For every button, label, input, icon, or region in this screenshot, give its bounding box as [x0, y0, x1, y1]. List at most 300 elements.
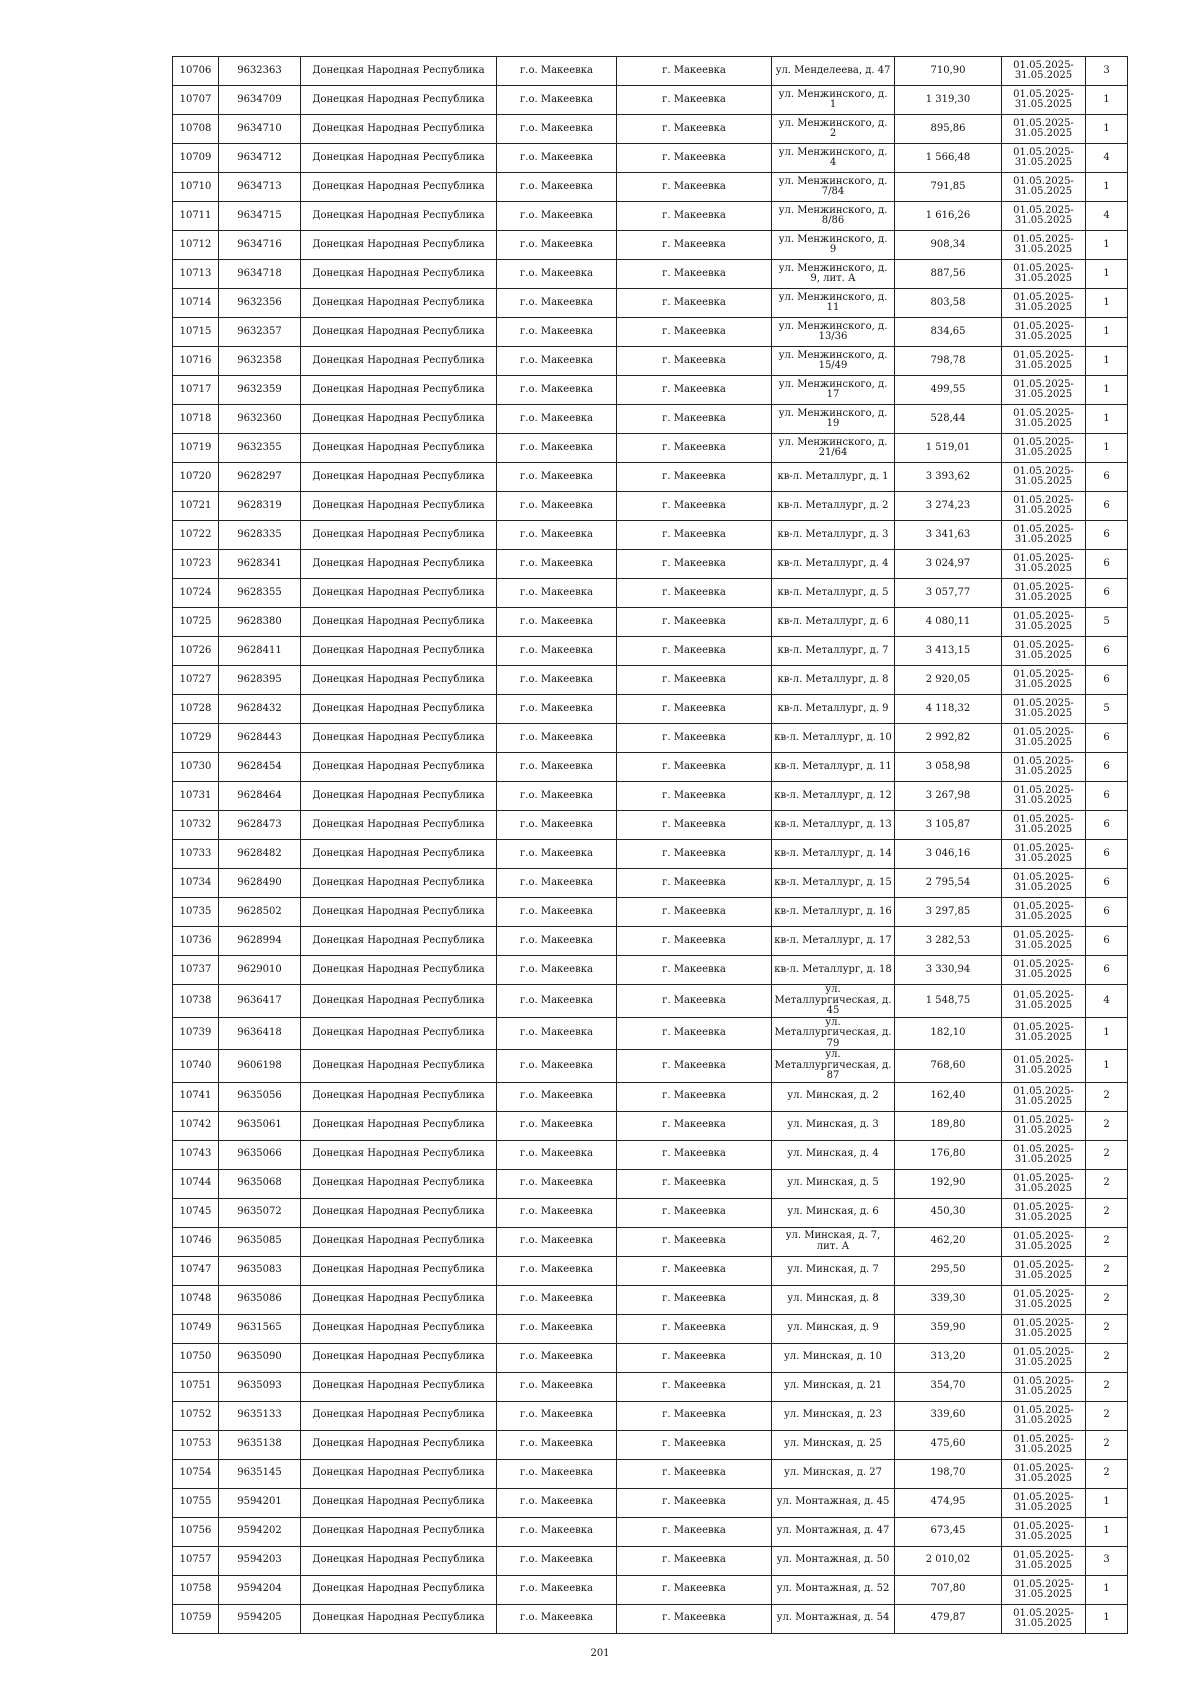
period-cell: 01.05.2025- 31.05.2025: [1002, 1256, 1086, 1285]
address-cell: ул. Менжинского, д. 17: [772, 376, 895, 405]
table-row: [173, 289, 1128, 318]
num-cell: 10714: [173, 289, 219, 318]
municipality-cell: г.о. Макеевка: [497, 463, 617, 492]
subject-cell: Донецкая Народная Республика: [301, 1459, 497, 1488]
address-cell: ул. Минская, д. 8: [772, 1285, 895, 1314]
num-cell: 10744: [173, 1169, 219, 1198]
num-cell: 10718: [173, 405, 219, 434]
registry-rows: [173, 57, 1128, 1634]
locality-cell: г. Макеевка: [617, 492, 772, 521]
num-cell: 10758: [173, 1575, 219, 1604]
period-cell: 01.05.2025- 31.05.2025: [1002, 985, 1086, 1018]
subject-cell: Донецкая Народная Республика: [301, 695, 497, 724]
municipality-cell: г.о. Макеевка: [497, 434, 617, 463]
area-cell: 4 080,11: [895, 608, 1002, 637]
count-cell: 1: [1086, 173, 1128, 202]
code-cell: 9634712: [219, 144, 301, 173]
period-cell: 01.05.2025- 31.05.2025: [1002, 1111, 1086, 1140]
locality-cell: г. Макеевка: [617, 405, 772, 434]
subject-cell: Донецкая Народная Республика: [301, 202, 497, 231]
municipality-cell: г.о. Макеевка: [497, 1198, 617, 1227]
code-cell: 9628411: [219, 637, 301, 666]
count-cell: 4: [1086, 985, 1128, 1018]
address-cell: ул. Минская, д. 7, лит. А: [772, 1227, 895, 1256]
period-cell: 01.05.2025- 31.05.2025: [1002, 1604, 1086, 1633]
subject-cell: Донецкая Народная Республика: [301, 1227, 497, 1256]
area-cell: 3 267,98: [895, 782, 1002, 811]
count-cell: 6: [1086, 898, 1128, 927]
locality-cell: г. Макеевка: [617, 1459, 772, 1488]
subject-cell: Донецкая Народная Республика: [301, 1169, 497, 1198]
table-row: [173, 1256, 1128, 1285]
address-cell: кв-л. Металлург, д. 1: [772, 463, 895, 492]
locality-cell: г. Макеевка: [617, 86, 772, 115]
table-row: [173, 1050, 1128, 1083]
period-cell: 01.05.2025- 31.05.2025: [1002, 376, 1086, 405]
code-cell: 9594205: [219, 1604, 301, 1633]
count-cell: 6: [1086, 753, 1128, 782]
locality-cell: г. Макеевка: [617, 1372, 772, 1401]
subject-cell: Донецкая Народная Республика: [301, 811, 497, 840]
code-cell: 9632356: [219, 289, 301, 318]
num-cell: 10752: [173, 1401, 219, 1430]
municipality-cell: г.о. Макеевка: [497, 1285, 617, 1314]
code-cell: 9634710: [219, 115, 301, 144]
subject-cell: Донецкая Народная Республика: [301, 1285, 497, 1314]
count-cell: 6: [1086, 550, 1128, 579]
municipality-cell: г.о. Макеевка: [497, 1546, 617, 1575]
locality-cell: г. Макеевка: [617, 608, 772, 637]
subject-cell: Донецкая Народная Республика: [301, 1256, 497, 1285]
subject-cell: Донецкая Народная Республика: [301, 1546, 497, 1575]
code-cell: 9628502: [219, 898, 301, 927]
municipality-cell: г.о. Макеевка: [497, 1050, 617, 1083]
address-cell: кв-л. Металлург, д. 2: [772, 492, 895, 521]
subject-cell: Донецкая Народная Республика: [301, 1488, 497, 1517]
address-cell: кв-л. Металлург, д. 15: [772, 869, 895, 898]
num-cell: 10754: [173, 1459, 219, 1488]
registry-table: [172, 56, 1128, 1634]
period-cell: 01.05.2025- 31.05.2025: [1002, 1140, 1086, 1169]
municipality-cell: г.о. Макеевка: [497, 1459, 617, 1488]
subject-cell: Донецкая Народная Республика: [301, 550, 497, 579]
count-cell: 2: [1086, 1227, 1128, 1256]
address-cell: ул. Металлургическая, д. 79: [772, 1017, 895, 1050]
code-cell: 9628482: [219, 840, 301, 869]
num-cell: 10729: [173, 724, 219, 753]
table-row: [173, 1140, 1128, 1169]
table-row: [173, 782, 1128, 811]
count-cell: 2: [1086, 1111, 1128, 1140]
address-cell: ул. Минская, д. 10: [772, 1343, 895, 1372]
address-cell: ул. Минская, д. 5: [772, 1169, 895, 1198]
locality-cell: г. Макеевка: [617, 347, 772, 376]
code-cell: 9635138: [219, 1430, 301, 1459]
locality-cell: г. Макеевка: [617, 1314, 772, 1343]
table-row: [173, 1430, 1128, 1459]
municipality-cell: г.о. Макеевка: [497, 1517, 617, 1546]
municipality-cell: г.о. Макеевка: [497, 1488, 617, 1517]
subject-cell: Донецкая Народная Республика: [301, 1082, 497, 1111]
code-cell: 9594201: [219, 1488, 301, 1517]
locality-cell: г. Макеевка: [617, 811, 772, 840]
code-cell: 9632359: [219, 376, 301, 405]
num-cell: 10739: [173, 1017, 219, 1050]
address-cell: кв-л. Металлург, д. 13: [772, 811, 895, 840]
address-cell: ул. Менжинского, д. 1: [772, 86, 895, 115]
area-cell: 3 057,77: [895, 579, 1002, 608]
address-cell: кв-л. Металлург, д. 18: [772, 956, 895, 985]
subject-cell: Донецкая Народная Республика: [301, 1198, 497, 1227]
code-cell: 9629010: [219, 956, 301, 985]
address-cell: ул. Менжинского, д. 11: [772, 289, 895, 318]
code-cell: 9628994: [219, 927, 301, 956]
table-row: [173, 608, 1128, 637]
locality-cell: г. Макеевка: [617, 637, 772, 666]
period-cell: 01.05.2025- 31.05.2025: [1002, 492, 1086, 521]
area-cell: 528,44: [895, 405, 1002, 434]
code-cell: 9634718: [219, 260, 301, 289]
municipality-cell: г.о. Макеевка: [497, 1140, 617, 1169]
count-cell: 1: [1086, 1575, 1128, 1604]
period-cell: 01.05.2025- 31.05.2025: [1002, 1198, 1086, 1227]
table-row: [173, 260, 1128, 289]
subject-cell: Донецкая Народная Республика: [301, 753, 497, 782]
period-cell: 01.05.2025- 31.05.2025: [1002, 1227, 1086, 1256]
locality-cell: г. Макеевка: [617, 1517, 772, 1546]
code-cell: 9632357: [219, 318, 301, 347]
count-cell: 2: [1086, 1256, 1128, 1285]
period-cell: 01.05.2025- 31.05.2025: [1002, 753, 1086, 782]
address-cell: ул. Минская, д. 9: [772, 1314, 895, 1343]
area-cell: 3 024,97: [895, 550, 1002, 579]
code-cell: 9635072: [219, 1198, 301, 1227]
num-cell: 10708: [173, 115, 219, 144]
table-row: [173, 202, 1128, 231]
municipality-cell: г.о. Макеевка: [497, 608, 617, 637]
period-cell: 01.05.2025- 31.05.2025: [1002, 318, 1086, 347]
locality-cell: г. Макеевка: [617, 521, 772, 550]
locality-cell: г. Макеевка: [617, 1198, 772, 1227]
period-cell: 01.05.2025- 31.05.2025: [1002, 57, 1086, 86]
locality-cell: г. Макеевка: [617, 1488, 772, 1517]
period-cell: 01.05.2025- 31.05.2025: [1002, 1488, 1086, 1517]
num-cell: 10725: [173, 608, 219, 637]
subject-cell: Донецкая Народная Республика: [301, 637, 497, 666]
table-row: [173, 1198, 1128, 1227]
subject-cell: Донецкая Народная Республика: [301, 289, 497, 318]
area-cell: 313,20: [895, 1343, 1002, 1372]
period-cell: 01.05.2025- 31.05.2025: [1002, 347, 1086, 376]
period-cell: 01.05.2025- 31.05.2025: [1002, 86, 1086, 115]
address-cell: ул. Минская, д. 23: [772, 1401, 895, 1430]
period-cell: 01.05.2025- 31.05.2025: [1002, 1546, 1086, 1575]
num-cell: 10759: [173, 1604, 219, 1633]
count-cell: 1: [1086, 318, 1128, 347]
municipality-cell: г.о. Макеевка: [497, 260, 617, 289]
table-row: [173, 898, 1128, 927]
area-cell: 887,56: [895, 260, 1002, 289]
count-cell: 2: [1086, 1082, 1128, 1111]
count-cell: 2: [1086, 1343, 1128, 1372]
count-cell: 2: [1086, 1314, 1128, 1343]
period-cell: 01.05.2025- 31.05.2025: [1002, 202, 1086, 231]
count-cell: 6: [1086, 579, 1128, 608]
area-cell: 3 341,63: [895, 521, 1002, 550]
address-cell: кв-л. Металлург, д. 5: [772, 579, 895, 608]
code-cell: 9635066: [219, 1140, 301, 1169]
code-cell: 9628380: [219, 608, 301, 637]
locality-cell: г. Макеевка: [617, 1169, 772, 1198]
municipality-cell: г.о. Макеевка: [497, 666, 617, 695]
address-cell: ул. Монтажная, д. 45: [772, 1488, 895, 1517]
locality-cell: г. Макеевка: [617, 115, 772, 144]
code-cell: 9628432: [219, 695, 301, 724]
area-cell: 1 519,01: [895, 434, 1002, 463]
code-cell: 9628297: [219, 463, 301, 492]
municipality-cell: г.о. Макеевка: [497, 956, 617, 985]
address-cell: кв-л. Металлург, д. 14: [772, 840, 895, 869]
table-row: [173, 1169, 1128, 1198]
count-cell: 1: [1086, 347, 1128, 376]
subject-cell: Донецкая Народная Республика: [301, 463, 497, 492]
count-cell: 6: [1086, 637, 1128, 666]
subject-cell: Донецкая Народная Республика: [301, 1140, 497, 1169]
municipality-cell: г.о. Макеевка: [497, 927, 617, 956]
municipality-cell: г.о. Макеевка: [497, 289, 617, 318]
subject-cell: Донецкая Народная Республика: [301, 898, 497, 927]
area-cell: 3 058,98: [895, 753, 1002, 782]
municipality-cell: г.о. Макеевка: [497, 985, 617, 1018]
count-cell: 2: [1086, 1459, 1128, 1488]
num-cell: 10747: [173, 1256, 219, 1285]
period-cell: 01.05.2025- 31.05.2025: [1002, 521, 1086, 550]
area-cell: 3 105,87: [895, 811, 1002, 840]
municipality-cell: г.о. Макеевка: [497, 347, 617, 376]
area-cell: 1 319,30: [895, 86, 1002, 115]
num-cell: 10748: [173, 1285, 219, 1314]
count-cell: 1: [1086, 231, 1128, 260]
num-cell: 10737: [173, 956, 219, 985]
address-cell: ул. Минская, д. 7: [772, 1256, 895, 1285]
locality-cell: г. Макеевка: [617, 1111, 772, 1140]
period-cell: 01.05.2025- 31.05.2025: [1002, 434, 1086, 463]
area-cell: 673,45: [895, 1517, 1002, 1546]
locality-cell: г. Макеевка: [617, 985, 772, 1018]
area-cell: 3 046,16: [895, 840, 1002, 869]
subject-cell: Донецкая Народная Республика: [301, 782, 497, 811]
subject-cell: Донецкая Народная Республика: [301, 318, 497, 347]
period-cell: 01.05.2025- 31.05.2025: [1002, 840, 1086, 869]
locality-cell: г. Макеевка: [617, 1050, 772, 1083]
period-cell: 01.05.2025- 31.05.2025: [1002, 405, 1086, 434]
subject-cell: Донецкая Народная Республика: [301, 231, 497, 260]
count-cell: 1: [1086, 289, 1128, 318]
municipality-cell: г.о. Макеевка: [497, 1372, 617, 1401]
period-cell: 01.05.2025- 31.05.2025: [1002, 289, 1086, 318]
table-row: [173, 434, 1128, 463]
subject-cell: Донецкая Народная Республика: [301, 1604, 497, 1633]
address-cell: ул. Минская, д. 21: [772, 1372, 895, 1401]
num-cell: 10723: [173, 550, 219, 579]
subject-cell: Донецкая Народная Республика: [301, 869, 497, 898]
area-cell: 354,70: [895, 1372, 1002, 1401]
locality-cell: г. Макеевка: [617, 1546, 772, 1575]
code-cell: 9628395: [219, 666, 301, 695]
period-cell: 01.05.2025- 31.05.2025: [1002, 782, 1086, 811]
table-row: [173, 463, 1128, 492]
area-cell: 710,90: [895, 57, 1002, 86]
municipality-cell: г.о. Макеевка: [497, 86, 617, 115]
area-cell: 1 566,48: [895, 144, 1002, 173]
subject-cell: Донецкая Народная Республика: [301, 1017, 497, 1050]
address-cell: кв-л. Металлург, д. 12: [772, 782, 895, 811]
locality-cell: г. Макеевка: [617, 318, 772, 347]
subject-cell: Донецкая Народная Республика: [301, 521, 497, 550]
locality-cell: г. Макеевка: [617, 753, 772, 782]
address-cell: ул. Менжинского, д. 9: [772, 231, 895, 260]
municipality-cell: г.о. Макеевка: [497, 1401, 617, 1430]
area-cell: 176,80: [895, 1140, 1002, 1169]
period-cell: 01.05.2025- 31.05.2025: [1002, 1082, 1086, 1111]
locality-cell: г. Макеевка: [617, 724, 772, 753]
code-cell: 9628341: [219, 550, 301, 579]
address-cell: кв-л. Металлург, д. 3: [772, 521, 895, 550]
locality-cell: г. Макеевка: [617, 1430, 772, 1459]
municipality-cell: г.о. Макеевка: [497, 115, 617, 144]
area-cell: 908,34: [895, 231, 1002, 260]
locality-cell: г. Макеевка: [617, 1401, 772, 1430]
num-cell: 10756: [173, 1517, 219, 1546]
code-cell: 9635068: [219, 1169, 301, 1198]
table-row: [173, 1343, 1128, 1372]
locality-cell: г. Макеевка: [617, 840, 772, 869]
table-row: [173, 985, 1128, 1018]
address-cell: ул. Минская, д. 6: [772, 1198, 895, 1227]
code-cell: 9628319: [219, 492, 301, 521]
locality-cell: г. Макеевка: [617, 434, 772, 463]
period-cell: 01.05.2025- 31.05.2025: [1002, 115, 1086, 144]
address-cell: ул. Монтажная, д. 52: [772, 1575, 895, 1604]
subject-cell: Донецкая Народная Республика: [301, 57, 497, 86]
count-cell: 1: [1086, 1017, 1128, 1050]
locality-cell: г. Макеевка: [617, 695, 772, 724]
municipality-cell: г.о. Макеевка: [497, 492, 617, 521]
num-cell: 10709: [173, 144, 219, 173]
municipality-cell: г.о. Макеевка: [497, 1082, 617, 1111]
municipality-cell: г.о. Макеевка: [497, 840, 617, 869]
locality-cell: г. Макеевка: [617, 1256, 772, 1285]
period-cell: 01.05.2025- 31.05.2025: [1002, 724, 1086, 753]
municipality-cell: г.о. Макеевка: [497, 1430, 617, 1459]
period-cell: 01.05.2025- 31.05.2025: [1002, 1017, 1086, 1050]
code-cell: 9628443: [219, 724, 301, 753]
num-cell: 10712: [173, 231, 219, 260]
page-number: 201: [590, 1648, 610, 1659]
code-cell: 9628464: [219, 782, 301, 811]
num-cell: 10745: [173, 1198, 219, 1227]
table-row: [173, 695, 1128, 724]
num-cell: 10727: [173, 666, 219, 695]
period-cell: 01.05.2025- 31.05.2025: [1002, 1343, 1086, 1372]
subject-cell: Донецкая Народная Республика: [301, 1050, 497, 1083]
address-cell: ул. Минская, д. 25: [772, 1430, 895, 1459]
num-cell: 10741: [173, 1082, 219, 1111]
code-cell: 9635093: [219, 1372, 301, 1401]
period-cell: 01.05.2025- 31.05.2025: [1002, 1285, 1086, 1314]
municipality-cell: г.о. Макеевка: [497, 57, 617, 86]
address-cell: кв-л. Металлург, д. 8: [772, 666, 895, 695]
table-row: [173, 1459, 1128, 1488]
code-cell: 9632355: [219, 434, 301, 463]
municipality-cell: г.о. Макеевка: [497, 1314, 617, 1343]
count-cell: 2: [1086, 1198, 1128, 1227]
municipality-cell: г.о. Макеевка: [497, 202, 617, 231]
address-cell: ул. Менжинского, д. 13/36: [772, 318, 895, 347]
locality-cell: г. Макеевка: [617, 898, 772, 927]
code-cell: 9636417: [219, 985, 301, 1018]
num-cell: 10736: [173, 927, 219, 956]
period-cell: 01.05.2025- 31.05.2025: [1002, 1169, 1086, 1198]
municipality-cell: г.о. Макеевка: [497, 1575, 617, 1604]
municipality-cell: г.о. Макеевка: [497, 550, 617, 579]
table-row: [173, 579, 1128, 608]
count-cell: 5: [1086, 695, 1128, 724]
subject-cell: Донецкая Народная Республика: [301, 434, 497, 463]
address-cell: ул. Менделеева, д. 47: [772, 57, 895, 86]
num-cell: 10757: [173, 1546, 219, 1575]
locality-cell: г. Макеевка: [617, 231, 772, 260]
table-row: [173, 550, 1128, 579]
code-cell: 9594204: [219, 1575, 301, 1604]
count-cell: 2: [1086, 1372, 1128, 1401]
subject-cell: Донецкая Народная Республика: [301, 405, 497, 434]
count-cell: 6: [1086, 840, 1128, 869]
table-row: [173, 869, 1128, 898]
period-cell: 01.05.2025- 31.05.2025: [1002, 463, 1086, 492]
num-cell: 10751: [173, 1372, 219, 1401]
period-cell: 01.05.2025- 31.05.2025: [1002, 1372, 1086, 1401]
area-cell: 3 393,62: [895, 463, 1002, 492]
count-cell: 1: [1086, 1604, 1128, 1633]
area-cell: 359,90: [895, 1314, 1002, 1343]
table-row: [173, 1517, 1128, 1546]
num-cell: 10707: [173, 86, 219, 115]
table-row: [173, 956, 1128, 985]
locality-cell: г. Макеевка: [617, 173, 772, 202]
area-cell: 339,60: [895, 1401, 1002, 1430]
table-row: [173, 1401, 1128, 1430]
count-cell: 1: [1086, 86, 1128, 115]
table-row: [173, 840, 1128, 869]
subject-cell: Донецкая Народная Республика: [301, 1401, 497, 1430]
table-row: [173, 1546, 1128, 1575]
locality-cell: г. Макеевка: [617, 289, 772, 318]
code-cell: 9635061: [219, 1111, 301, 1140]
area-cell: 479,87: [895, 1604, 1002, 1633]
subject-cell: Донецкая Народная Республика: [301, 840, 497, 869]
address-cell: ул. Менжинского, д. 21/64: [772, 434, 895, 463]
count-cell: 6: [1086, 811, 1128, 840]
table-row: [173, 666, 1128, 695]
code-cell: 9628490: [219, 869, 301, 898]
table-row: [173, 1082, 1128, 1111]
code-cell: 9631565: [219, 1314, 301, 1343]
subject-cell: Донецкая Народная Республика: [301, 492, 497, 521]
num-cell: 10711: [173, 202, 219, 231]
municipality-cell: г.о. Макеевка: [497, 405, 617, 434]
num-cell: 10706: [173, 57, 219, 86]
